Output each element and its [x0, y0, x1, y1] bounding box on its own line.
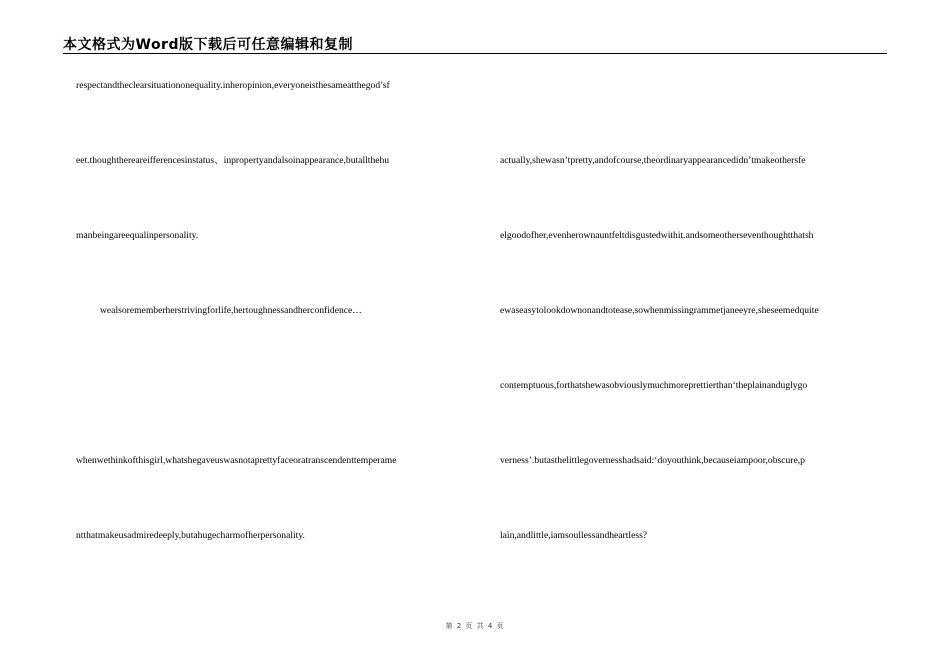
left-text-line: whenwethinkofthisgirl,whatshegaveuswasnotaprettyfaceoratranscendenttemperame	[76, 455, 397, 466]
right-text-line: actually,shewasn’tpretty,andofcourse,theordinaryappearancedidn’tmakeothersfe	[500, 155, 806, 166]
right-text-line: lain,andlittle,iamsoullessandheartless?	[500, 530, 648, 541]
left-text-line: ntthatmakeusadmiredeeply,butahugecharmofherpersonality.	[76, 530, 305, 541]
right-text-line: verness’.butasthelittlegovernesshadsaid:‘doyouthink,becauseiampoor,obscure,p	[500, 455, 805, 466]
header-divider	[63, 53, 887, 54]
document-header-title: 本文格式为Word版下载后可任意编辑和复制	[63, 37, 353, 53]
left-text-line: eet.thoughthereareifferencesinstatus、inpropertyandalsoinappearance,butallthehu	[76, 155, 390, 166]
page-number-footer: 第 2 页 共 4 页	[445, 622, 505, 630]
right-text-line: contemptuous,forthatshewasobviouslymuchmoreprettierthan‘theplainanduglygo	[500, 380, 808, 391]
right-text-line: ewaseasytolookdownonandtotease,sowhenmissingrammetjaneeyre,sheseemedquite	[500, 305, 819, 316]
right-text-line: elgoodofher,evenherownauntfeltdisgustedwithit.andsomeotherseventhoughtthatsh	[500, 230, 814, 241]
left-text-line: manbeingareequalinpersonality.	[76, 230, 199, 241]
left-text-line: respectandtheclearsituationonequality.inheropinion,everyoneisthesameatthegod’sf	[76, 80, 390, 91]
left-text-line: wealsorememberherstrivingforlife,hertoughnessandherconfidence…	[100, 305, 362, 316]
